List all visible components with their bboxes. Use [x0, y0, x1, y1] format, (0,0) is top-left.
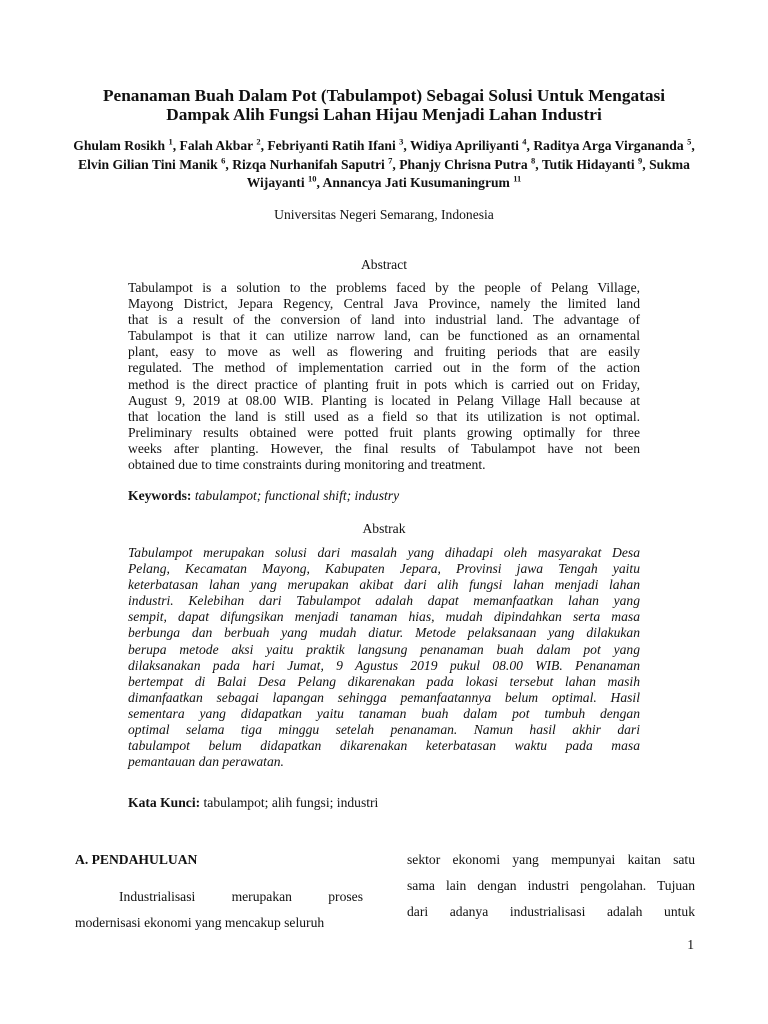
author-separator: , [403, 138, 410, 153]
paper-title [60, 86, 708, 124]
abstract-text [128, 280, 640, 473]
author-separator: , [225, 156, 233, 172]
text-line: that location the land is still used as a field so that its utilization is not optimal. [128, 408, 640, 424]
text-line: obtained due to time constraints during monitoring and treatment. [128, 457, 486, 473]
author-name: Phanjy Chrisna Putra [399, 156, 532, 172]
intro-line-2: modernisasi ekonomi yang mencakup seluruh [75, 915, 325, 930]
author-separator: , [535, 156, 542, 172]
text-line: industri. Kelebihan dari Tabulampot adalah dapat memanfaatkan lahan yang [128, 593, 640, 609]
author-separator: , [642, 156, 650, 172]
title-line-1: Penanaman Buah Dalam Pot (Tabulampot) Sebagai Solusi Untuk Mengatasi [102, 86, 666, 105]
intro-line-1: Industrialisasi merupakan proses [119, 889, 363, 904]
author-affiliation-number: 3 [399, 136, 404, 147]
text-line: optimal selama tiga minggu setelah penanaman. Namun hasil akhir dari [128, 722, 640, 738]
author-list [60, 137, 708, 193]
author-name: Tutik Hidayanti [541, 156, 639, 172]
kata-kunci-line [128, 794, 640, 811]
keywords-line [128, 487, 640, 504]
intro-right-line-3: dari adanya industrialisasi adalah untuk [407, 904, 695, 919]
author-affiliation-number: 8 [531, 154, 536, 165]
author-name: Widiya Apriliyanti [409, 138, 523, 153]
author-name: Annancya Jati Kusumaningrum [322, 175, 514, 190]
author-name: Ghulam Rosikh [73, 138, 169, 153]
author-affiliation-number: 2 [256, 136, 261, 147]
author-separator: , [526, 138, 534, 153]
page-number: 1 [687, 937, 694, 952]
title-line-2: Dampak Alih Fungsi Lahan Hijau Menjadi Lahan Industri [166, 105, 602, 124]
kata-kunci-values: tabulampot; alih fungsi; industri [200, 795, 379, 810]
intro-right-line-1: sektor ekonomi yang mempunyai kaitan satu [407, 852, 695, 867]
text-line: tabulampot belum didapatkan dikarenakan keterbatasan waktu pada masa [128, 738, 640, 754]
text-line: sementara yang didapatkan yaitu tanaman buah dalam pot tumbuh dengan [128, 705, 640, 721]
author-name: Raditya Arga Virgananda [533, 138, 688, 153]
text-line: keterbatasan lahan yang merupakan akibat dari alih fungsi lahan menjadi lahan [128, 577, 640, 593]
author-affiliation-number: 11 [513, 173, 522, 184]
kata-kunci-label: Kata Kunci: [128, 795, 201, 810]
author-affiliation-number: 6 [221, 154, 226, 165]
text-line: sempit, dapat difungsikan menjadi tanaman hias, mudah dipindahkan serta masa [128, 609, 640, 625]
author-affiliation-number: 5 [687, 136, 692, 147]
text-line: that is a result of the conversion of land into industrial land. The advantage of [128, 312, 640, 328]
text-line: method is the direct practice of planting fruit in pots which is carried out on Friday, [128, 376, 640, 392]
author-separator: , [392, 156, 400, 172]
author-affiliation-number: 1 [168, 136, 173, 147]
text-line: Pelang, Kecamatan Mayong, Kabupaten Jepara, Provinsi jawa Tengah yaitu [128, 561, 640, 577]
author-name: Rizqa Nurhanifah Saputri [232, 156, 389, 172]
text-line: Tabulampot merupakan solusi dari masalah yang dihadapi oleh masyarakat Desa [128, 545, 640, 560]
author-name: Falah Akbar [179, 138, 257, 153]
author-separator: , [691, 138, 695, 153]
abstract-heading: Abstract [360, 257, 408, 272]
text-line: pemantauan dan perawatan. [128, 754, 284, 770]
text-line: August 9, 2019 at 08.00 WIB. Planting is located in Pelang Village Hall because at [128, 392, 640, 408]
text-line: berupa metode aksi yaitu praktik langsung penanaman buah dalam pot yang [128, 641, 640, 657]
author-name: Febriyanti Ratih Ifani [267, 138, 400, 153]
author-separator: , [172, 138, 180, 153]
text-line: regulated. The method of implementation carried out in the form of the action [128, 360, 640, 376]
section-heading-pendahuluan: A. PENDAHULUAN [75, 852, 198, 867]
author-affiliation-number: 7 [388, 154, 393, 165]
text-line: Tabulampot is a solution to the problems faced by the people of Pelang Village, [128, 280, 640, 295]
author-affiliation-number: 4 [522, 136, 527, 147]
author-separator: , [316, 175, 323, 190]
text-line: bertempat di Balai Desa Pelang dikarenakan pada lokasi tersebut lahan masih [128, 673, 640, 689]
intro-left-column [75, 851, 363, 936]
author-name: Elvin Gilian Tini Manik [78, 156, 222, 172]
text-line: berbunga dan berbuah yang mudah diatur. Metode pelaksanaan yang dilakukan [128, 625, 640, 641]
abstrak-text [128, 545, 640, 770]
text-line: weeks after planting. However, the final results of Tabulampot have not been [128, 440, 640, 456]
text-line: dimanfaatkan sebagai lapangan sehingga pemanfaatannya belum optimal. Hasil [128, 689, 640, 705]
text-line: plant, easy to move as well as flowering and fruiting periods that are easily [128, 344, 640, 360]
text-line: Tabulampot is that it can utilize narrow land, can be functioned as an ornamental [128, 328, 640, 344]
text-line: Mayong District, Jepara Regency, Central Java Province, namely the limited land [128, 296, 640, 312]
keywords-label: Keywords: [128, 488, 192, 503]
author-name: Sukma Wijayanti [246, 156, 690, 190]
affiliation: Universitas Negeri Semarang, Indonesia [274, 207, 494, 222]
text-line: dilaksanakan pada hari Jumat, 9 Agustus 2019 pukul 08.00 WIB. Penanaman [128, 657, 640, 673]
text-line: Preliminary results obtained were potted fruit plants growing optimally for three [128, 424, 640, 440]
intro-right-column [407, 847, 695, 925]
author-separator: , [260, 138, 268, 153]
author-affiliation-number: 9 [638, 154, 643, 165]
abstrak-heading: Abstrak [362, 521, 406, 536]
keywords-values: tabulampot; functional shift; industry [191, 488, 400, 503]
intro-right-line-2: sama lain dengan industri pengolahan. Tujuan [407, 878, 695, 893]
author-affiliation-number: 10 [308, 173, 317, 184]
